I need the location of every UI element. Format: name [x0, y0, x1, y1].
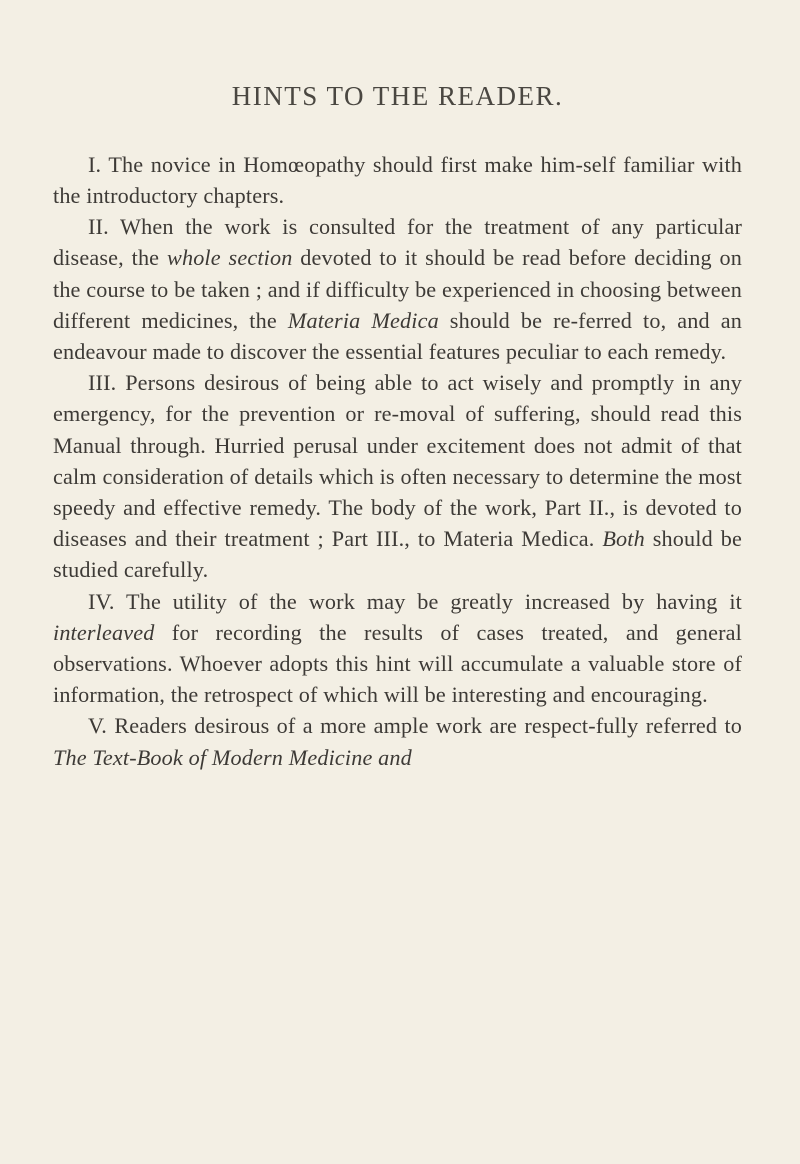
- emphasis-text: interleaved: [53, 619, 155, 645]
- paragraph-4: [53, 586, 742, 711]
- paragraph-text: Persons desirous of being able to act wisely and promptly in any emergency, for the prevention or re-moval of suffering, should read this Manual through. Hurried perusal under excitement does not admit of that calm consideration of details which is often necessary to determine the most speedy and effective remedy. The body of the work, Part II., is devoted to diseases and their treatment ; Part III., to Materia Medica.: [53, 370, 742, 552]
- emphasis-text: Materia Medica: [287, 307, 439, 333]
- book-title-reference: The Text-Book of Modern Medicine and: [53, 744, 412, 770]
- paragraph-number: II.: [88, 214, 109, 240]
- paragraph-text: When the work is consulted for the treatment of any particular disease, the: [53, 214, 743, 271]
- paragraph-text: The utility of the work may be greatly increased by having it: [126, 588, 742, 614]
- paragraph-text: should be studied carefully.: [53, 526, 742, 583]
- emphasis-text: Both: [602, 526, 645, 552]
- paragraph-2: [53, 211, 742, 367]
- hints-body: [53, 149, 742, 773]
- paragraph-1: [53, 149, 742, 211]
- paragraph-text: Readers desirous of a more ample work are respect-fully referred to: [114, 713, 743, 739]
- paragraph-text: should be re-ferred to, and an endeavour made to discover the essential features peculiar to each remedy.: [53, 307, 742, 364]
- paragraph-3: [53, 367, 742, 585]
- emphasis-text: whole section: [167, 245, 293, 271]
- paragraph-number: V.: [88, 713, 108, 739]
- page-title: HINTS TO THE READER.: [231, 81, 564, 111]
- paragraph-text: devoted to it should be read before deciding on the course to be taken ; and if difficulty be experienced in choosing between different medicines, the: [53, 245, 742, 333]
- paragraph-5: [53, 710, 742, 772]
- paragraph-number: III.: [88, 370, 117, 396]
- paragraph-number: I.: [88, 151, 102, 177]
- paragraph-text: The novice in Homœopathy should first make him-self familiar with the introductory chapters.: [53, 151, 742, 208]
- paragraph-text: for recording the results of cases treated, and general observations. Whoever adopts this hint will accumulate a valuable store of information, the retrospect of which will be interesting and encouraging.: [53, 619, 742, 708]
- paragraph-number: IV.: [88, 588, 115, 614]
